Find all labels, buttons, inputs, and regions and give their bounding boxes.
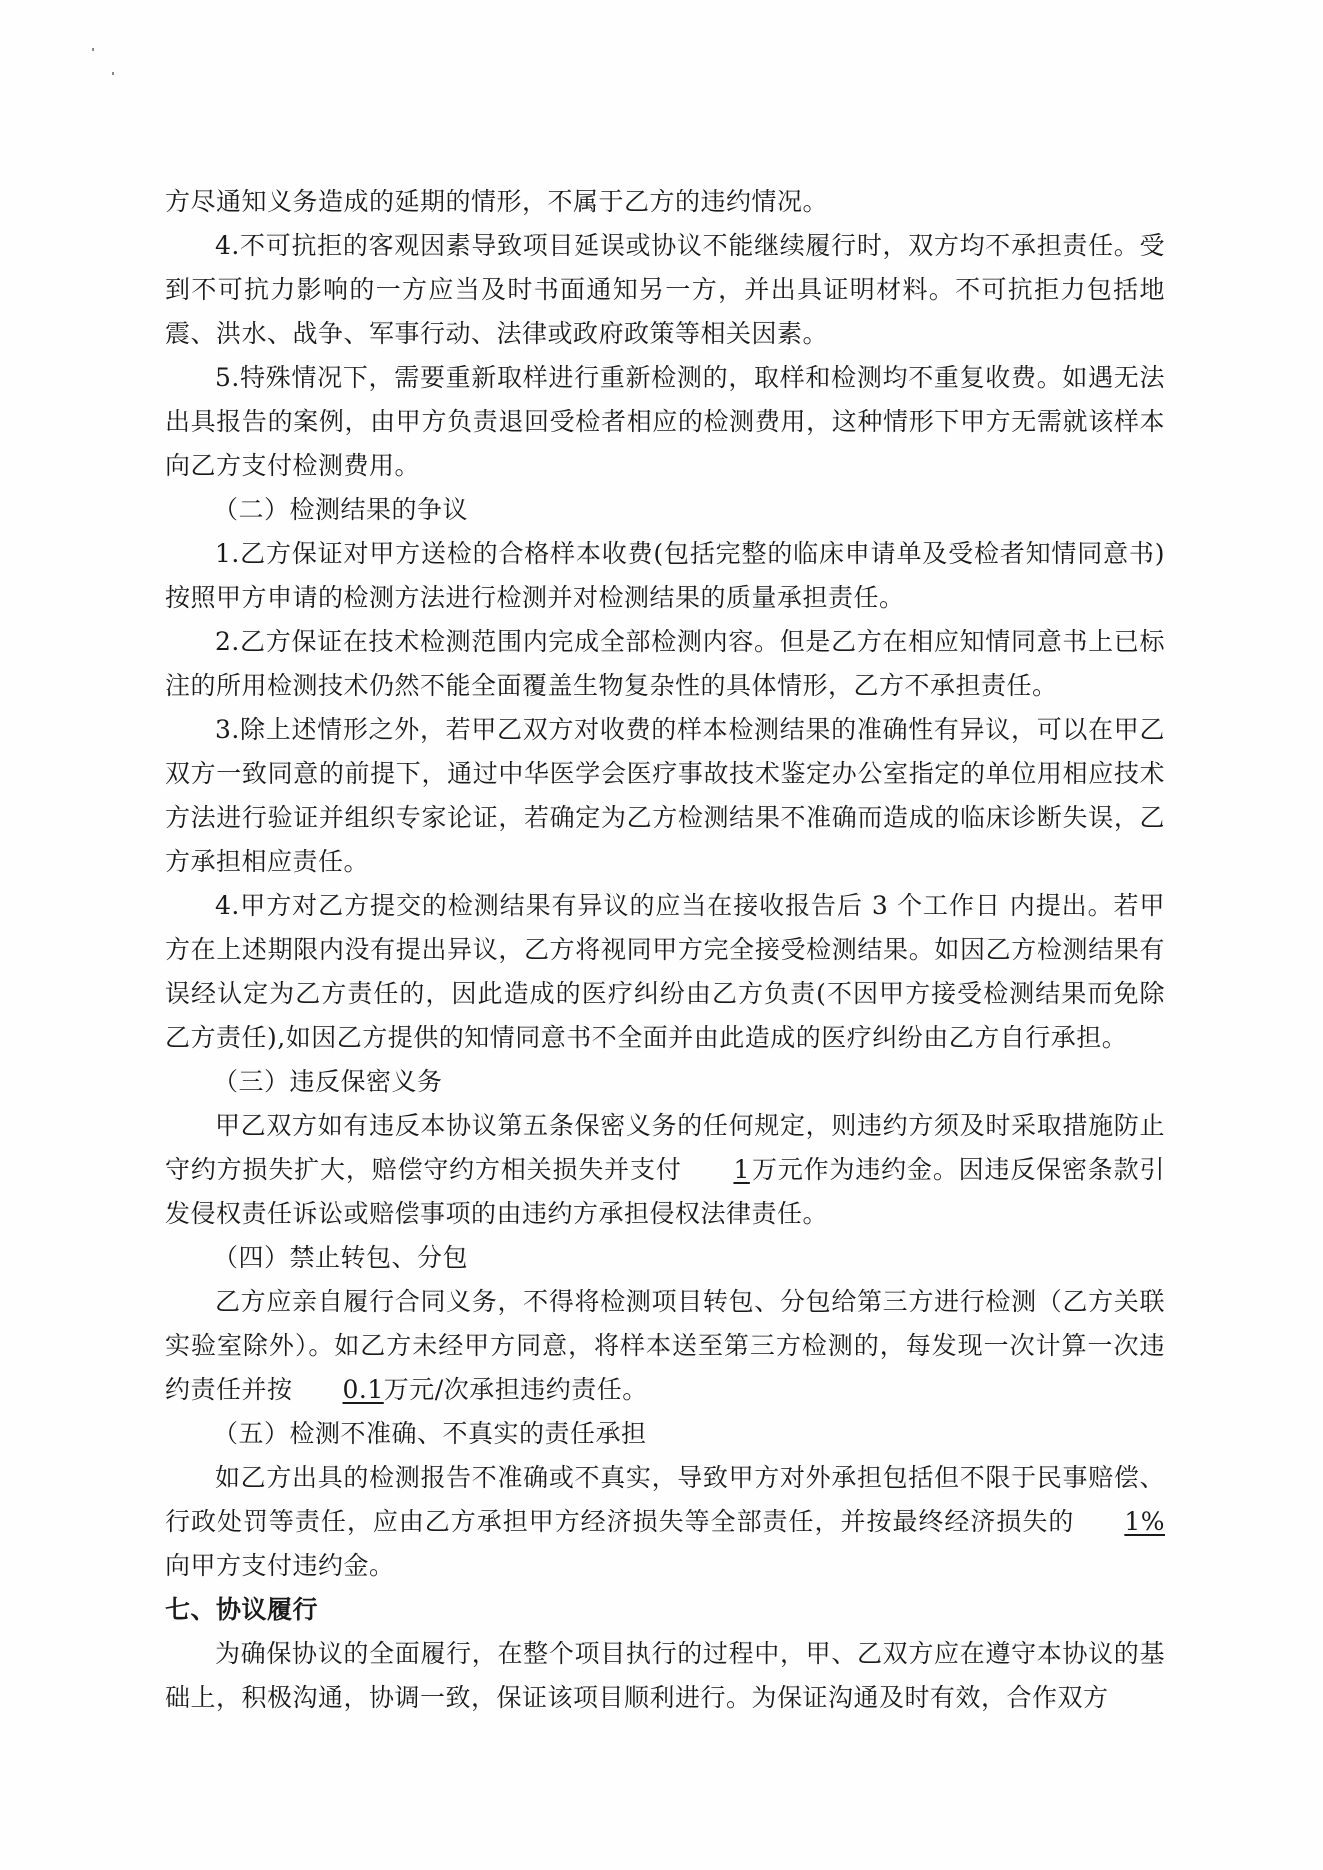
paragraph-dispute-2: 2.乙方保证在技术检测范围内完成全部检测内容。但是乙方在相应知情同意书上已标注的所用检测技术仍然不能全面覆盖生物复杂性的具体情形，乙方不承担责任。: [165, 627, 1165, 700]
subheading-subcontracting: （四）禁止转包、分包: [213, 1243, 469, 1272]
paragraph-dispute-3: 3.除上述情形之外，若甲乙双方对收费的样本检测结果的准确性有异议，可以在甲乙双方一致同意的前提下，通过中华医学会医疗事故技术鉴定办公室指定的单位用相应技术方法进行验证并组织专家论证，若确定为乙方检测结果不准确而造成的临床诊断失误，乙方承担相应责任。: [165, 715, 1165, 876]
paragraph-text: 乙方应亲自履行合同义务，不得将检测项目转包、分包给第三方进行检测（乙方关联实验室除外）。如乙方未经甲方同意，将样本送至第三方检测的，每发现一次计算一次违约责任并按: [165, 1287, 1165, 1404]
penalty-blank: 1%: [1124, 1507, 1165, 1536]
document-body: [165, 180, 1165, 1720]
scan-speck: [92, 48, 94, 51]
section-title-performance: 七、协议履行: [165, 1595, 319, 1624]
paragraph-inaccurate-results: [165, 1456, 1165, 1588]
penalty-blank: 0.1: [342, 1375, 384, 1404]
scan-speck: [112, 72, 114, 75]
paragraph-dispute-1: 1.乙方保证对甲方送检的合格样本收费(包括完整的临床申请单及受检者知情同意书)按照甲方申请的检测方法进行检测并对检测结果的质量承担责任。: [165, 539, 1165, 612]
paragraph-dispute-4: 4.甲方对乙方提交的检测结果有异议的应当在接收报告后 3 个工作日 内提出。若甲方在上述期限内没有提出异议，乙方将视同甲方完全接受检测结果。如因乙方检测结果有误经认定为乙方责任的，因此造成的医疗纠纷由乙方负责(不因甲方接受检测结果而免除乙方责任),如因乙方提供的知情同意书不全面并由此造成的医疗纠纷由乙方自行承担。: [165, 891, 1165, 1052]
paragraph-resampling: 5.特殊情况下，需要重新取样进行重新检测的，取样和检测均不重复收费。如遇无法出具报告的案例，由甲方负责退回受检者相应的检测费用，这种情形下甲方无需就该样本向乙方支付检测费用。: [165, 363, 1165, 480]
paragraph-text: 甲乙双方如有违反本协议第五条保密义务的任何规定，则违约方须及时采取措施防止守约方损失扩大，赔偿守约方相关损失并支付: [165, 1111, 1165, 1184]
subheading-confidentiality: （三）违反保密义务: [213, 1067, 443, 1096]
paragraph-confidentiality: [165, 1104, 1165, 1236]
paragraph-performance: 为确保协议的全面履行，在整个项目执行的过程中，甲、乙双方应在遵守本协议的基础上，积极沟通，协调一致，保证该项目顺利进行。为保证沟通及时有效，合作双方: [165, 1639, 1165, 1712]
paragraph-text: 万元/次承担违约责任。: [383, 1375, 648, 1404]
paragraph-text: 向甲方支付违约金。: [165, 1551, 395, 1580]
paragraph-subcontracting: [165, 1280, 1165, 1412]
paragraph-text: 万元作为违约金。因违反保密条款引发侵权责任诉讼或赔偿事项的由违约方承担侵权法律责任。: [165, 1155, 1165, 1228]
paragraph-force-majeure: 4.不可抗拒的客观因素导致项目延误或协议不能继续履行时，双方均不承担责任。受到不可抗力影响的一方应当及时书面通知另一方，并出具证明材料。不可抗拒力包括地震、洪水、战争、军事行动、法律或政府政策等相关因素。: [165, 231, 1165, 348]
paragraph: 方尽通知义务造成的延期的情形，不属于乙方的违约情况。: [165, 187, 829, 216]
paragraph-text: 如乙方出具的检测报告不准确或不真实，导致甲方对外承担包括但不限于民事赔偿、行政处罚等责任，应由乙方承担甲方经济损失等全部责任，并按最终经济损失的: [165, 1463, 1165, 1536]
penalty-blank: 1: [733, 1155, 750, 1184]
subheading-inaccurate-results: （五）检测不准确、不真实的责任承担: [213, 1419, 647, 1448]
subheading-result-dispute: （二）检测结果的争议: [213, 495, 469, 524]
